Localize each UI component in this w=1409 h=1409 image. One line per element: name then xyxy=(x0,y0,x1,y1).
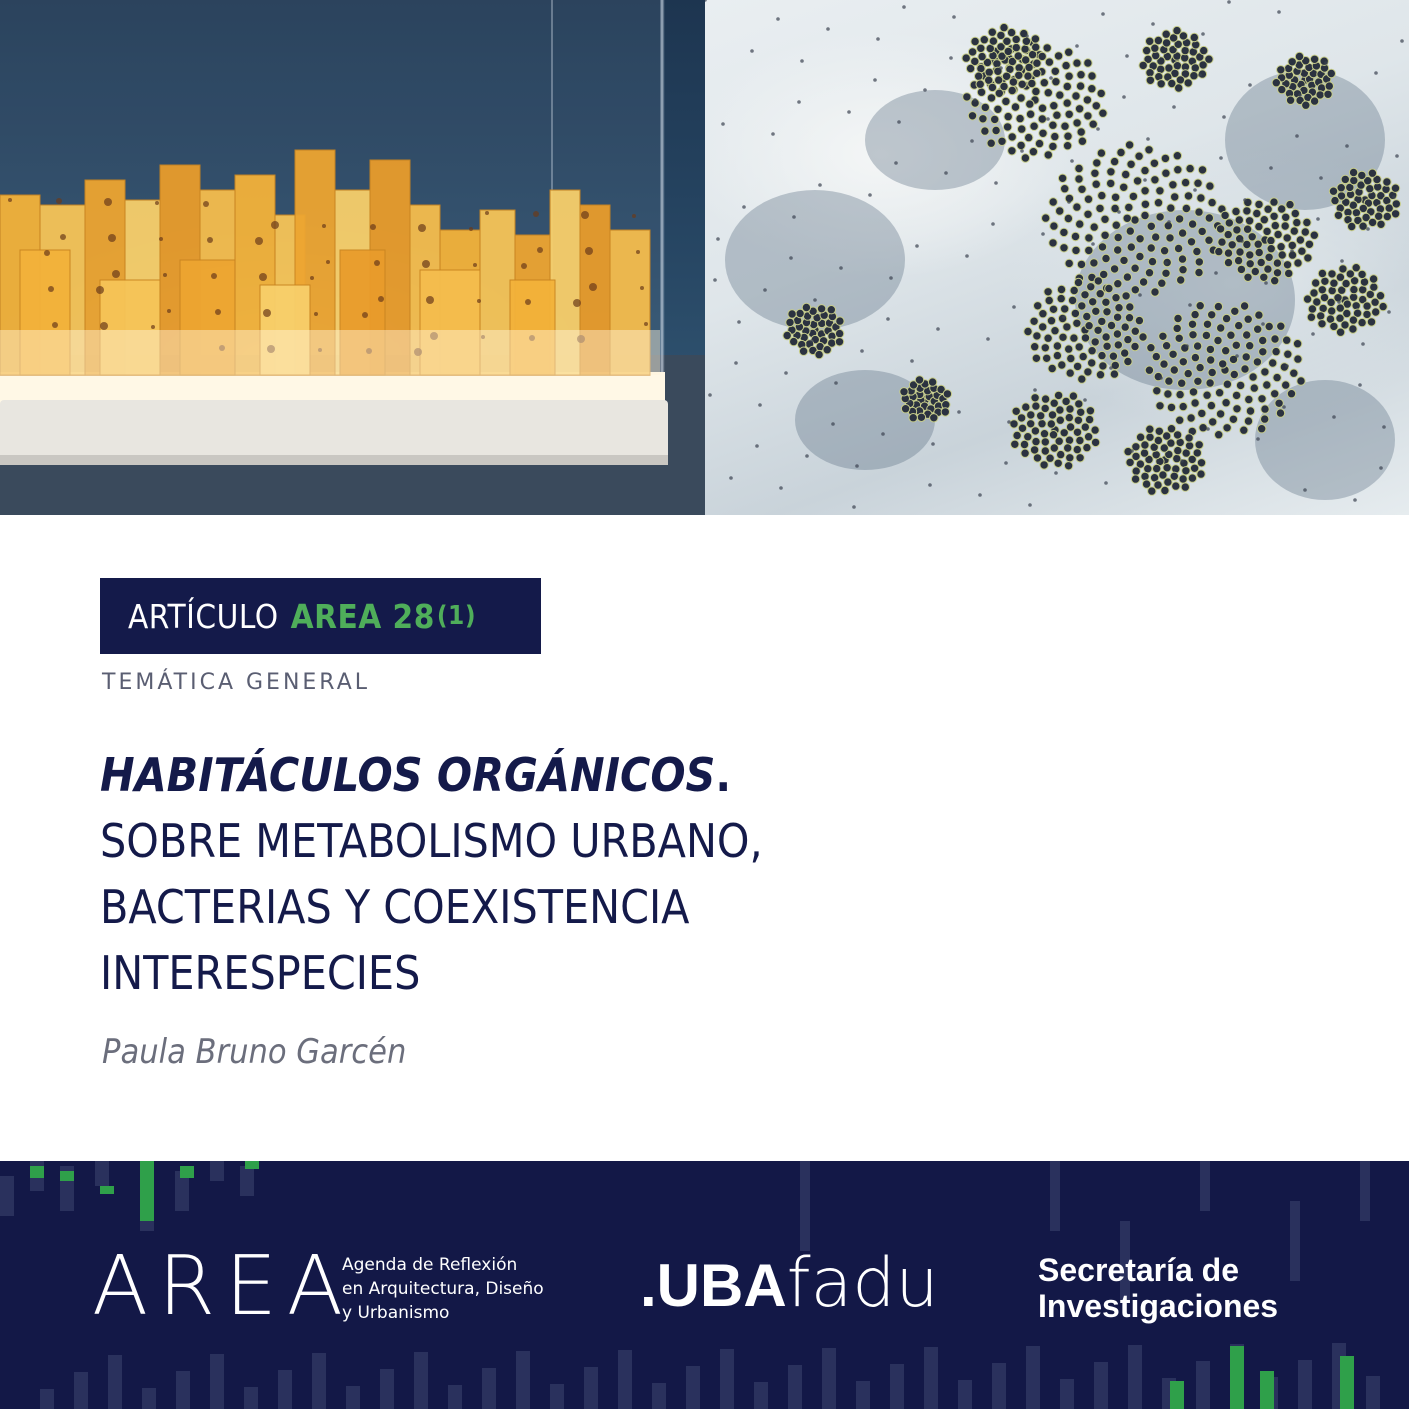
uba-logo-light: fadu xyxy=(786,1244,939,1323)
area-logo: AREA xyxy=(92,1239,353,1334)
title-line-4: INTERESPECIES xyxy=(100,946,421,1000)
photo-left xyxy=(0,0,705,515)
bacteria-illustration xyxy=(705,0,1409,515)
area-description xyxy=(342,1253,544,1325)
area-desc-line-3: y Urbanismo xyxy=(342,1303,450,1323)
title-line-1 xyxy=(100,742,1000,808)
tag-word: ARTÍCULO xyxy=(128,596,279,636)
article-tag xyxy=(100,578,541,654)
title-line-1-text: HABITÁCULOS ORGÁNICOS xyxy=(100,748,716,802)
uba-fadu-logo xyxy=(640,1244,939,1341)
author-name: Paula Bruno Garcén xyxy=(102,1032,407,1072)
tag-area: AREA 28 xyxy=(290,596,435,636)
secretaria-line-1: Secretaría de xyxy=(1038,1252,1240,1288)
topic-label: TEMÁTICA GENERAL xyxy=(102,670,370,695)
area-desc-line-1: Agenda de Reflexión xyxy=(342,1255,518,1275)
photo-right xyxy=(705,0,1409,515)
uba-logo-bold: .UBA xyxy=(640,1252,787,1319)
tank-illustration xyxy=(0,0,705,515)
title-line-2: SOBRE METABOLISMO URBANO, xyxy=(100,814,763,868)
title-line-1-end: . xyxy=(715,748,732,802)
area-desc-line-2: en Arquitectura, Diseño xyxy=(342,1279,544,1299)
secretaria-logo xyxy=(1038,1252,1278,1324)
secretaria-line-2: Investigaciones xyxy=(1038,1288,1279,1324)
tag-issue: (1) xyxy=(436,601,477,631)
title-line-3: BACTERIAS Y COEXISTENCIA xyxy=(100,880,690,934)
blur-shadows xyxy=(725,70,1395,500)
article-title xyxy=(100,742,1000,1006)
